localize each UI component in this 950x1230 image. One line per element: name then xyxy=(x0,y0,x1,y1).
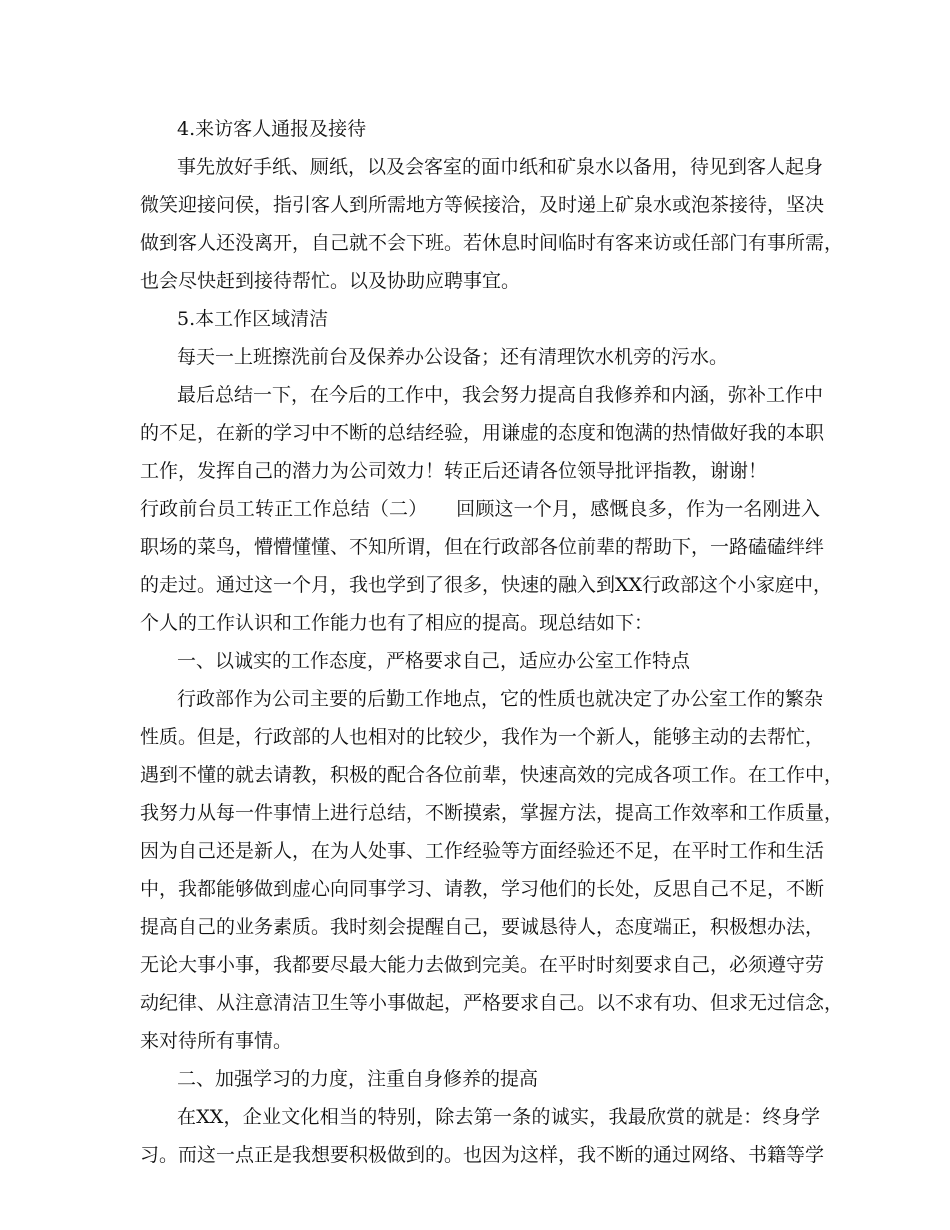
paragraph-line: 中，我都能够做到虚心向同事学习、请教，学习他们的长处，反思自己不足，不断 xyxy=(140,878,825,900)
paragraph-line: 来对待所有事情。 xyxy=(140,1030,293,1052)
paragraph-line: 每天一上班擦洗前台及保养办公设备；还有清理饮水机旁的污水。 xyxy=(177,346,729,368)
paragraph-line: 微笑迎接问侯，指引客人到所需地方等候接洽，及时递上矿泉水或泡茶接待，坚决 xyxy=(140,194,825,216)
paragraph-line: 行政部作为公司主要的后勤工作地点，它的性质也就决定了办公室工作的繁杂 xyxy=(177,688,824,710)
paragraph-line: 也会尽快赶到接待帮忙。以及协助应聘事宜。 xyxy=(140,270,521,292)
paragraph-line: 无论大事小事，我都要尽最大能力去做到完美。在平时时刻要求自己，必须遵守劳 xyxy=(140,954,825,976)
paragraph-line: 职场的菜鸟，懵懵懂懂、不知所谓，但在行政部各位前辈的帮助下，一路磕磕绊绊 xyxy=(140,536,825,558)
section-heading-area-cleaning: 5.本工作区域清洁 xyxy=(177,308,329,330)
document-section-title: 行政前台员工转正工作总结（二） 回顾这一个月，感慨良多，作为一名刚进入 xyxy=(140,498,820,520)
paragraph-line: 我努力从每一件事情上进行总结，不断摸索，掌握方法，提高工作效率和工作质量， xyxy=(140,802,844,824)
section-heading-strengthen-learning: 二、加强学习的力度，注重自身修养的提高 xyxy=(177,1068,539,1090)
paragraph-line: 性质。但是，行政部的人也相对的比较少，我作为一个新人，能够主动的去帮忙， xyxy=(140,726,825,748)
paragraph-line: 在XX，企业文化相当的特别，除去第一条的诚实，我最欣赏的就是：终身学 xyxy=(177,1106,820,1128)
paragraph-line: 提高自己的业务素质。我时刻会提醒自己，要诚恳待人，态度端正，积极想办法， xyxy=(140,916,825,938)
paragraph-line: 事先放好手纸、厕纸，以及会客室的面巾纸和矿泉水以备用，待见到客人起身 xyxy=(177,156,824,178)
paragraph-line: 遇到不懂的就去请教，积极的配合各位前辈，快速高效的完成各项工作。在工作中， xyxy=(140,764,844,786)
section-heading-honest-attitude: 一、以诚实的工作态度，严格要求自己，适应办公室工作特点 xyxy=(177,650,691,672)
paragraph-line: 因为自己还是新人，在为人处事、工作经验等方面经验还不足，在平时工作和生活 xyxy=(140,840,825,862)
paragraph-line: 的走过。通过这一个月，我也学到了很多，快速的融入到XX行政部这个小家庭中， xyxy=(140,574,833,596)
paragraph-line: 做到客人还没离开，自己就不会下班。若休息时间临时有客来访或任部门有事所需， xyxy=(140,232,844,254)
paragraph-line: 的不足，在新的学习中不断的总结经验，用谦虚的态度和饱满的热情做好我的本职 xyxy=(140,422,825,444)
paragraph-line: 动纪律、从注意清洁卫生等小事做起，严格要求自己。以不求有功、但求无过信念， xyxy=(140,992,844,1014)
paragraph-line: 习。而这一点正是我想要积极做到的。也因为这样，我不断的通过网络、书籍等学 xyxy=(140,1144,825,1166)
section-heading-visitor-reception: 4.来访客人通报及接待 xyxy=(177,118,367,140)
paragraph-line: 最后总结一下，在今后的工作中，我会努力提高自我修养和内涵，弥补工作中 xyxy=(177,384,824,406)
paragraph-line: 个人的工作认识和工作能力也有了相应的提高。现总结如下： xyxy=(140,612,654,634)
paragraph-line: 工作，发挥自己的潜力为公司效力！转正后还请各位领导批评指教，谢谢！ xyxy=(140,460,768,482)
